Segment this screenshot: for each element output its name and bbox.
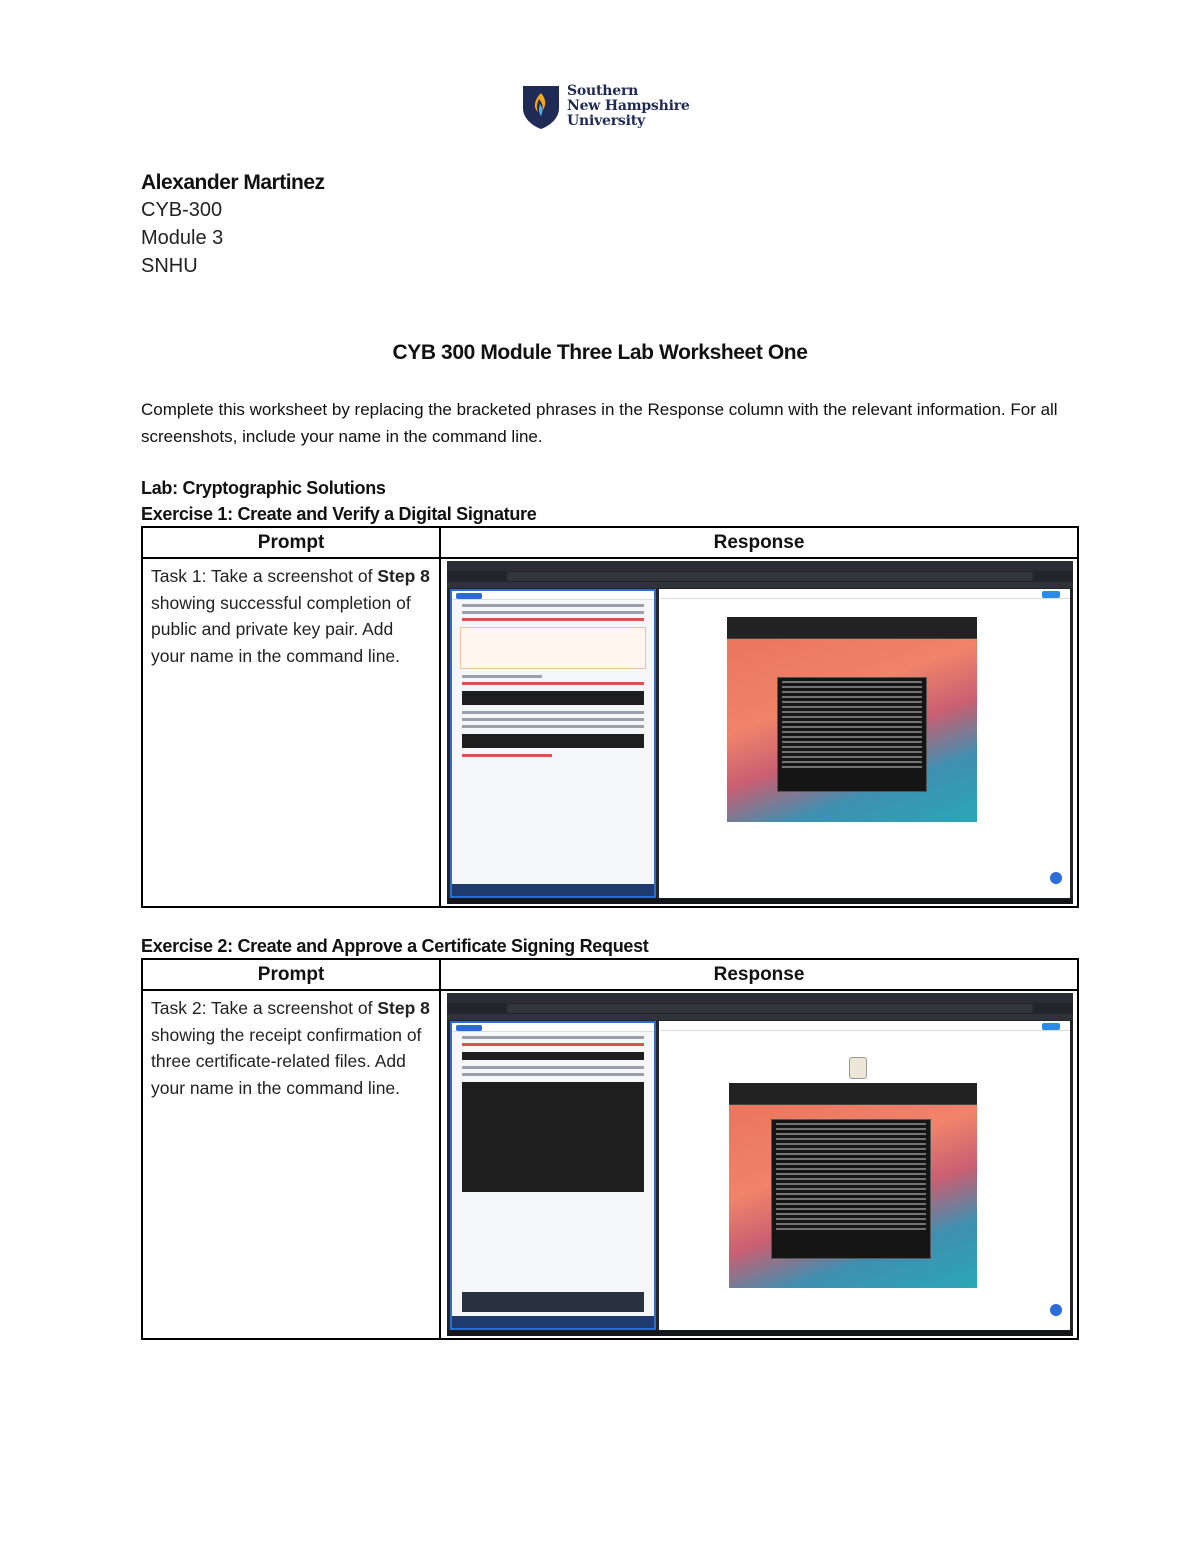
prompt-header: Prompt [142, 527, 440, 558]
lab-title: Lab: Cryptographic Solutions [141, 478, 386, 498]
task-1-response [440, 558, 1078, 907]
lab-instructions-panel [450, 1021, 656, 1330]
task-1-step: Step 8 [377, 566, 430, 586]
exercise-1-title: Exercise 1: Create and Verify a Digital Signature [141, 504, 537, 524]
response-header: Response [440, 959, 1078, 990]
task-2-response [440, 990, 1078, 1339]
task-2-prompt-pre: Task 2: Take a screenshot of [151, 998, 378, 1018]
help-icon [1050, 872, 1062, 884]
logo-line-2: New Hampshire [567, 98, 690, 114]
task-2-screenshot [447, 993, 1073, 1336]
terminal-window [777, 677, 927, 792]
exercise-1-table [141, 526, 1079, 908]
student-header [141, 170, 325, 280]
task-1-prompt-post: showing successful completion of public and private key pair. Add your name in the command line. [151, 592, 411, 666]
task-2-prompt [142, 990, 440, 1339]
help-icon [1050, 1304, 1062, 1316]
course-code: CYB-300 [141, 199, 223, 221]
module-label: Module 3 [141, 227, 224, 249]
virtual-machine-panel [659, 589, 1070, 898]
certificate-file-icon [849, 1057, 867, 1079]
virtual-machine-panel [659, 1021, 1070, 1330]
task-2-step: Step 8 [377, 998, 430, 1018]
snhu-logo [521, 84, 691, 132]
school-label: SNHU [141, 255, 198, 277]
logo-line-3: University [567, 113, 645, 129]
intro-paragraph: Complete this worksheet by replacing the bracketed phrases in the Response column with the relevant information. For all screenshots, include your name in the command line. [141, 400, 1058, 446]
student-name: Alexander Martinez [141, 171, 325, 194]
response-header: Response [440, 527, 1078, 558]
terminal-window [771, 1119, 931, 1259]
task-1-prompt-pre: Task 1: Take a screenshot of [151, 566, 378, 586]
exercise-2-title: Exercise 2: Create and Approve a Certificate Signing Request [141, 936, 649, 956]
prompt-header: Prompt [142, 959, 440, 990]
document-title: CYB 300 Module Three Lab Worksheet One [392, 341, 808, 364]
task-1-screenshot [447, 561, 1073, 904]
logo-line-1: Southern [567, 83, 639, 99]
task-2-prompt-post: showing the receipt confirmation of three certificate-related files. Add your name in the command line. [151, 1024, 422, 1098]
lab-instructions-panel [450, 589, 656, 898]
snhu-shield-icon [521, 84, 561, 130]
exercise-2-table [141, 958, 1079, 1340]
task-1-prompt [142, 558, 440, 907]
